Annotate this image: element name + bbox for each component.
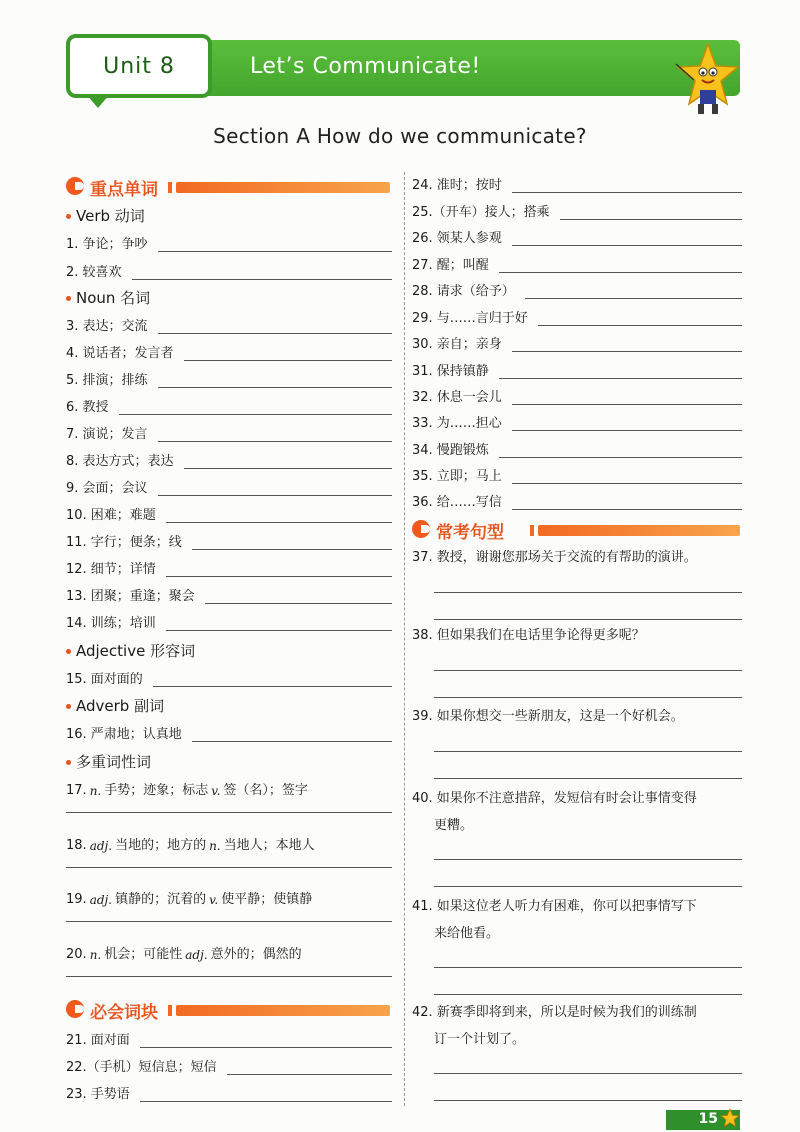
section-header-text: 常考句型 bbox=[436, 523, 504, 543]
category-noun bbox=[66, 287, 150, 308]
vocab-item bbox=[66, 612, 392, 631]
answer-line[interactable] bbox=[166, 617, 392, 631]
item-number: 17. bbox=[66, 783, 87, 798]
category-label: 多重词性词 bbox=[76, 753, 152, 771]
item-label: 6. 教授 bbox=[66, 400, 109, 415]
answer-line[interactable] bbox=[434, 967, 742, 968]
vocab-item bbox=[66, 369, 392, 388]
phrase-item bbox=[412, 254, 742, 273]
answer-line[interactable] bbox=[166, 509, 392, 523]
vocab-item bbox=[66, 943, 302, 962]
pos-label: n. bbox=[209, 839, 221, 853]
pos-label: n. bbox=[89, 784, 102, 798]
answer-line[interactable] bbox=[434, 592, 742, 593]
vocab-item bbox=[66, 233, 392, 252]
section-header-phrases bbox=[66, 998, 392, 1022]
answer-line[interactable] bbox=[158, 238, 392, 252]
item-number: 19. bbox=[66, 892, 87, 907]
sentence-item-continued: 订一个计划了。 bbox=[434, 1032, 526, 1047]
answer-line[interactable] bbox=[434, 886, 742, 887]
answer-line[interactable] bbox=[434, 619, 742, 620]
phrase-item bbox=[66, 1029, 392, 1048]
answer-line[interactable] bbox=[434, 1073, 742, 1074]
answer-line[interactable] bbox=[434, 859, 742, 860]
category-label: Noun 名词 bbox=[76, 289, 151, 307]
bullet-icon bbox=[66, 296, 71, 301]
answer-line[interactable] bbox=[499, 259, 742, 273]
phrase-item bbox=[412, 174, 742, 193]
vocab-item bbox=[66, 504, 392, 523]
page-number: 15 bbox=[698, 1111, 718, 1127]
answer-line[interactable] bbox=[140, 1088, 392, 1102]
answer-line[interactable] bbox=[434, 697, 742, 698]
header-bar bbox=[176, 1005, 390, 1016]
category-label: Verb 动词 bbox=[76, 207, 145, 225]
item-label: 3. 表达；交流 bbox=[66, 319, 148, 334]
item-label: 机会；可能性 bbox=[104, 947, 183, 962]
vocab-item bbox=[66, 342, 392, 361]
item-label: 意外的；偶然的 bbox=[210, 947, 302, 962]
answer-line[interactable] bbox=[158, 374, 392, 388]
phrase-item bbox=[66, 1083, 392, 1102]
answer-line[interactable] bbox=[158, 428, 392, 442]
category-multi bbox=[66, 751, 151, 772]
item-label: 27. 醒；叫醒 bbox=[412, 258, 489, 273]
pos-label: v. bbox=[209, 893, 219, 907]
bullet-icon bbox=[66, 649, 71, 654]
item-label: 25.（开车）接人；搭乘 bbox=[412, 205, 550, 220]
vocab-item bbox=[66, 779, 308, 798]
item-label: 当地的；地方的 bbox=[115, 838, 207, 853]
sentence-item: 37. 教授，谢谢您那场关于交流的有帮助的演讲。 bbox=[412, 550, 697, 565]
vocab-item bbox=[66, 315, 392, 334]
phrase-item bbox=[412, 439, 742, 458]
vocab-item bbox=[66, 423, 392, 442]
item-label: 当地人；本地人 bbox=[223, 838, 315, 853]
answer-line[interactable] bbox=[66, 812, 392, 813]
pos-label: n. bbox=[89, 948, 102, 962]
item-label: 32. 休息一会儿 bbox=[412, 390, 502, 405]
answer-line[interactable] bbox=[512, 338, 742, 352]
item-label: 4. 说话者；发言者 bbox=[66, 346, 174, 361]
item-label: 11. 字行；便条；线 bbox=[66, 535, 182, 550]
answer-line[interactable] bbox=[560, 206, 742, 220]
answer-line[interactable] bbox=[499, 444, 742, 458]
vocab-item bbox=[66, 531, 392, 550]
sentence-item: 39. 如果你想交一些新朋友，这是一个好机会。 bbox=[412, 709, 684, 724]
vocab-item bbox=[66, 558, 392, 577]
vocab-item bbox=[66, 261, 392, 280]
item-label: 2. 较喜欢 bbox=[66, 265, 122, 280]
star-icon bbox=[720, 1108, 740, 1128]
pos-label: adj. bbox=[89, 893, 113, 907]
item-label: 23. 手势语 bbox=[66, 1087, 130, 1102]
answer-line[interactable] bbox=[538, 312, 742, 326]
answer-line[interactable] bbox=[192, 536, 392, 550]
item-number: 20. bbox=[66, 947, 87, 962]
answer-line[interactable] bbox=[512, 179, 742, 193]
item-label: 36. 给……写信 bbox=[412, 495, 502, 510]
answer-line[interactable] bbox=[512, 496, 742, 510]
item-label: 33. 为……担心 bbox=[412, 416, 502, 431]
item-label: 30. 亲自；亲身 bbox=[412, 337, 502, 352]
item-label: 16. 严肃地；认真地 bbox=[66, 727, 182, 742]
section-header-text: 必会词块 bbox=[90, 1003, 158, 1023]
answer-line[interactable] bbox=[66, 867, 392, 868]
bullet-icon bbox=[66, 214, 71, 219]
item-label: 13. 团聚；重逢；聚会 bbox=[66, 589, 195, 604]
answer-line[interactable] bbox=[499, 365, 742, 379]
category-verb bbox=[66, 205, 145, 226]
item-label: 31. 保持镇静 bbox=[412, 364, 489, 379]
item-label: 15. 面对面的 bbox=[66, 672, 143, 687]
item-label: 14. 训练；培训 bbox=[66, 616, 156, 631]
answer-line[interactable] bbox=[525, 285, 742, 299]
sentence-item: 38. 但如果我们在电话里争论得更多呢？ bbox=[412, 628, 645, 643]
answer-line[interactable] bbox=[184, 455, 392, 469]
unit-label-tail bbox=[86, 94, 110, 108]
vocab-item bbox=[66, 396, 392, 415]
vocab-item bbox=[66, 450, 392, 469]
answer-line[interactable] bbox=[119, 401, 392, 415]
answer-line[interactable] bbox=[153, 673, 392, 687]
answer-line[interactable] bbox=[434, 1100, 742, 1101]
sentence-item-continued: 来给他看。 bbox=[434, 926, 500, 941]
item-label: 镇静的；沉着的 bbox=[115, 892, 207, 907]
answer-line[interactable] bbox=[434, 751, 742, 752]
category-adverb bbox=[66, 695, 164, 716]
column-divider bbox=[404, 172, 405, 1106]
phrase-item bbox=[412, 201, 742, 220]
vocab-item bbox=[66, 834, 315, 853]
answer-line[interactable] bbox=[512, 417, 742, 431]
answer-line[interactable] bbox=[434, 994, 742, 995]
item-label: 24. 准时；按时 bbox=[412, 178, 502, 193]
answer-line[interactable] bbox=[166, 563, 392, 577]
phrase-item bbox=[412, 360, 742, 379]
vocab-item bbox=[66, 585, 392, 604]
section-header-sentences bbox=[412, 518, 742, 542]
unit-title: Let’s Communicate! bbox=[250, 54, 481, 79]
bullet-icon bbox=[66, 704, 71, 709]
phrase-item bbox=[412, 491, 742, 510]
answer-line[interactable] bbox=[158, 482, 392, 496]
answer-line[interactable] bbox=[227, 1061, 392, 1075]
category-label: Adjective 形容词 bbox=[76, 642, 196, 660]
item-label: 12. 细节；详情 bbox=[66, 562, 156, 577]
answer-line[interactable] bbox=[132, 266, 392, 280]
answer-line[interactable] bbox=[140, 1034, 392, 1048]
phrase-item bbox=[66, 1056, 392, 1075]
item-label: 26. 领某人参观 bbox=[412, 231, 502, 246]
bullet-icon bbox=[66, 760, 71, 765]
answer-line[interactable] bbox=[434, 778, 742, 779]
item-label: 5. 排演；排练 bbox=[66, 373, 148, 388]
item-label: 28. 请求（给予） bbox=[412, 284, 515, 299]
phrase-item bbox=[412, 386, 742, 405]
c-badge-icon bbox=[412, 520, 430, 538]
answer-line[interactable] bbox=[434, 670, 742, 671]
pos-label: adj. bbox=[89, 839, 113, 853]
item-label: 1. 争论；争吵 bbox=[66, 237, 148, 252]
answer-line[interactable] bbox=[205, 590, 392, 604]
answer-line[interactable] bbox=[512, 470, 742, 484]
sentence-item: 42. 新赛季即将到来，所以是时候为我们的训练制 bbox=[412, 1005, 697, 1020]
item-number: 18. bbox=[66, 838, 87, 853]
item-label: 35. 立即；马上 bbox=[412, 469, 502, 484]
star-mascot-icon bbox=[670, 42, 740, 118]
section-header-text: 重点单词 bbox=[90, 180, 158, 200]
category-adjective bbox=[66, 640, 195, 661]
c-badge-icon bbox=[66, 177, 84, 195]
sentence-item-continued: 更糟。 bbox=[434, 818, 474, 833]
phrase-item bbox=[412, 280, 742, 299]
phrase-item bbox=[412, 227, 742, 246]
answer-line[interactable] bbox=[66, 976, 392, 977]
header-bar bbox=[538, 525, 740, 536]
section-header-vocab bbox=[66, 175, 392, 199]
item-label: 34. 慢跑锻炼 bbox=[412, 443, 489, 458]
vocab-item bbox=[66, 477, 392, 496]
unit-label: Unit 8 bbox=[66, 34, 212, 98]
item-label: 8. 表达方式；表达 bbox=[66, 454, 174, 469]
item-label: 9. 会面；会议 bbox=[66, 481, 148, 496]
phrase-item bbox=[412, 333, 742, 352]
answer-line[interactable] bbox=[184, 347, 392, 361]
answer-line[interactable] bbox=[512, 232, 742, 246]
item-label: 29. 与……言归于好 bbox=[412, 311, 528, 326]
section-heading: Section A How do we communicate? bbox=[213, 124, 587, 148]
item-label: 22.（手机）短信息；短信 bbox=[66, 1060, 217, 1075]
item-label: 签（名）；签字 bbox=[223, 783, 308, 798]
item-label: 10. 困难；难题 bbox=[66, 508, 156, 523]
phrase-item bbox=[412, 412, 742, 431]
pos-label: v. bbox=[211, 784, 221, 798]
category-label: Adverb 副词 bbox=[76, 697, 165, 715]
item-label: 使平静；使镇静 bbox=[221, 892, 313, 907]
answer-line[interactable] bbox=[192, 728, 392, 742]
c-badge-icon bbox=[66, 1000, 84, 1018]
header-bar bbox=[176, 182, 390, 193]
sentence-item: 41. 如果这位老人听力有困难，你可以把事情写下 bbox=[412, 899, 697, 914]
phrase-item bbox=[412, 465, 742, 484]
pos-label: adj. bbox=[185, 948, 208, 962]
answer-line[interactable] bbox=[512, 391, 742, 405]
sentence-item: 40. 如果你不注意措辞，发短信有时会让事情变得 bbox=[412, 791, 697, 806]
vocab-item bbox=[66, 668, 392, 687]
item-label: 7. 演说；发言 bbox=[66, 427, 148, 442]
vocab-item bbox=[66, 723, 392, 742]
item-label: 手势；迹象；标志 bbox=[104, 783, 209, 798]
vocab-item bbox=[66, 888, 312, 907]
answer-line[interactable] bbox=[158, 320, 392, 334]
answer-line[interactable] bbox=[66, 921, 392, 922]
item-label: 21. 面对面 bbox=[66, 1033, 130, 1048]
phrase-item bbox=[412, 307, 742, 326]
